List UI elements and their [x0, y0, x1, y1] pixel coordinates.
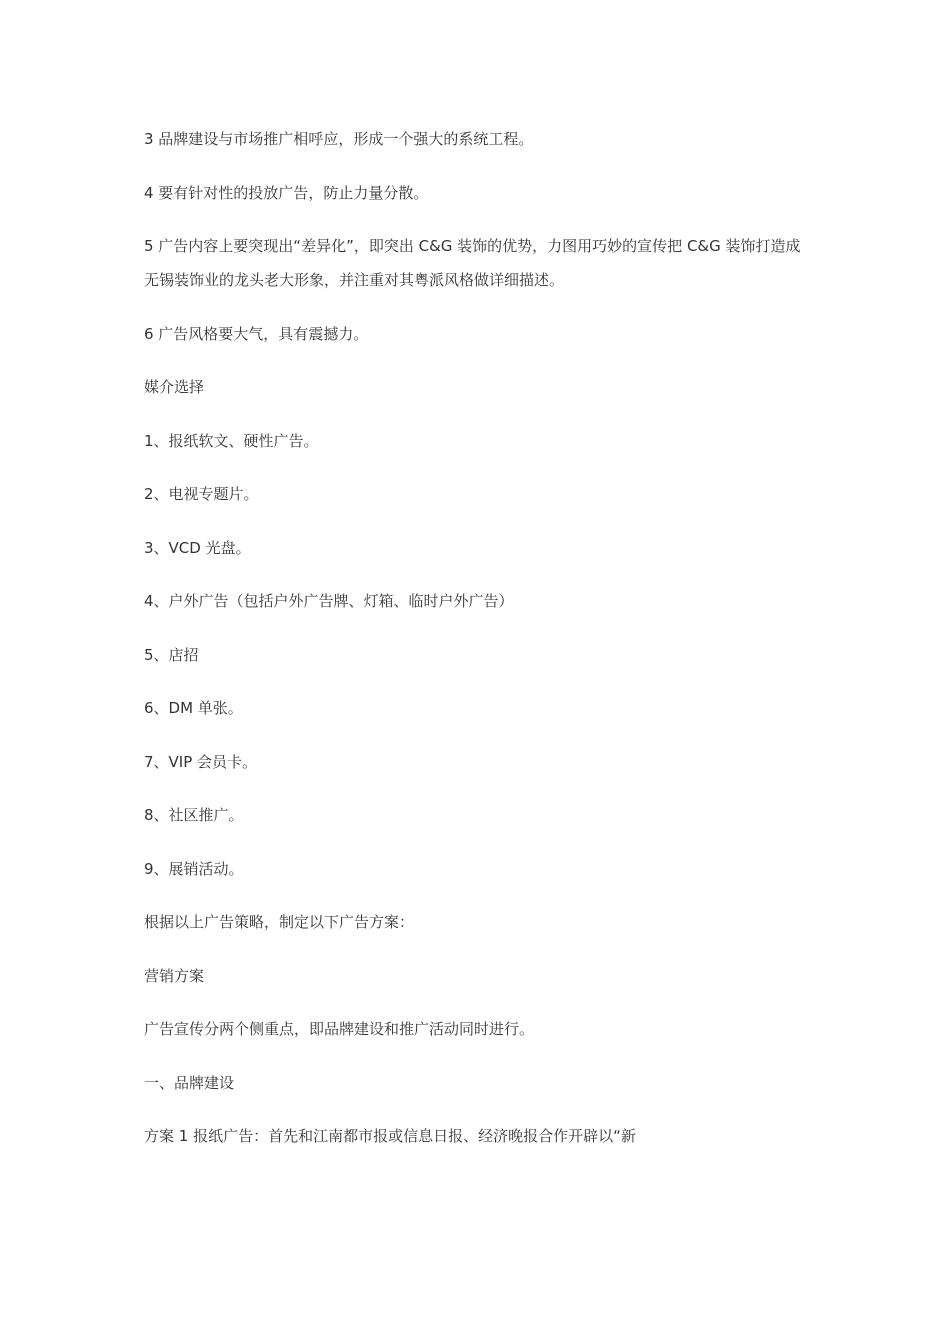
- list-item-vcd: 3、VCD 光盘。: [144, 538, 251, 557]
- list-item-vip-card: 7、VIP 会员卡。: [144, 752, 258, 771]
- list-item-newspaper: 1、报纸软文、硬性广告。: [144, 431, 319, 450]
- list-item-store-sign: 5、店招: [144, 645, 199, 664]
- heading-brand-building: 一、品牌建设: [144, 1073, 235, 1092]
- list-item-outdoor: 4、户外广告（包括户外广告牌、灯箱、临时户外广告）: [144, 592, 514, 610]
- list-item-tv: 2、电视专题片。: [144, 485, 259, 503]
- list-item-community: 8、社区推广。: [144, 806, 244, 824]
- paragraph-plan-1: 方案 1 报纸广告：首先和江南都市报或信息日报、经济晚报合作开辟以“新: [144, 1127, 636, 1145]
- paragraph-differentiation: 5 广告内容上要突现出“差异化”，即突出 C&G 装饰的优势，力图用巧妙的宣传把 C&G 装饰打造成无锡装饰业的龙头老大形象，并注重对其粤派风格做详细描述。: [144, 237, 801, 289]
- heading-marketing-plan: 营销方案: [144, 966, 205, 985]
- document-body: [144, 122, 814, 1173]
- paragraph-brand-marketing: 3 品牌建设与市场推广相呼应，形成一个强大的系统工程。: [144, 130, 534, 148]
- list-item-dm: 6、DM 单张。: [144, 699, 243, 717]
- paragraph-ad-style: 6 广告风格要大气，具有震撼力。: [144, 324, 369, 343]
- heading-media-selection: 媒介选择: [144, 378, 205, 396]
- paragraph-targeted-ads: 4 要有针对性的投放广告，防止力量分散。: [144, 183, 429, 202]
- paragraph-two-focus: 广告宣传分两个侧重点，即品牌建设和推广活动同时进行。: [144, 1020, 535, 1038]
- paragraph-strategy-intro: 根据以上广告策略，制定以下广告方案：: [144, 913, 415, 931]
- list-item-exhibition: 9、展销活动。: [144, 859, 244, 878]
